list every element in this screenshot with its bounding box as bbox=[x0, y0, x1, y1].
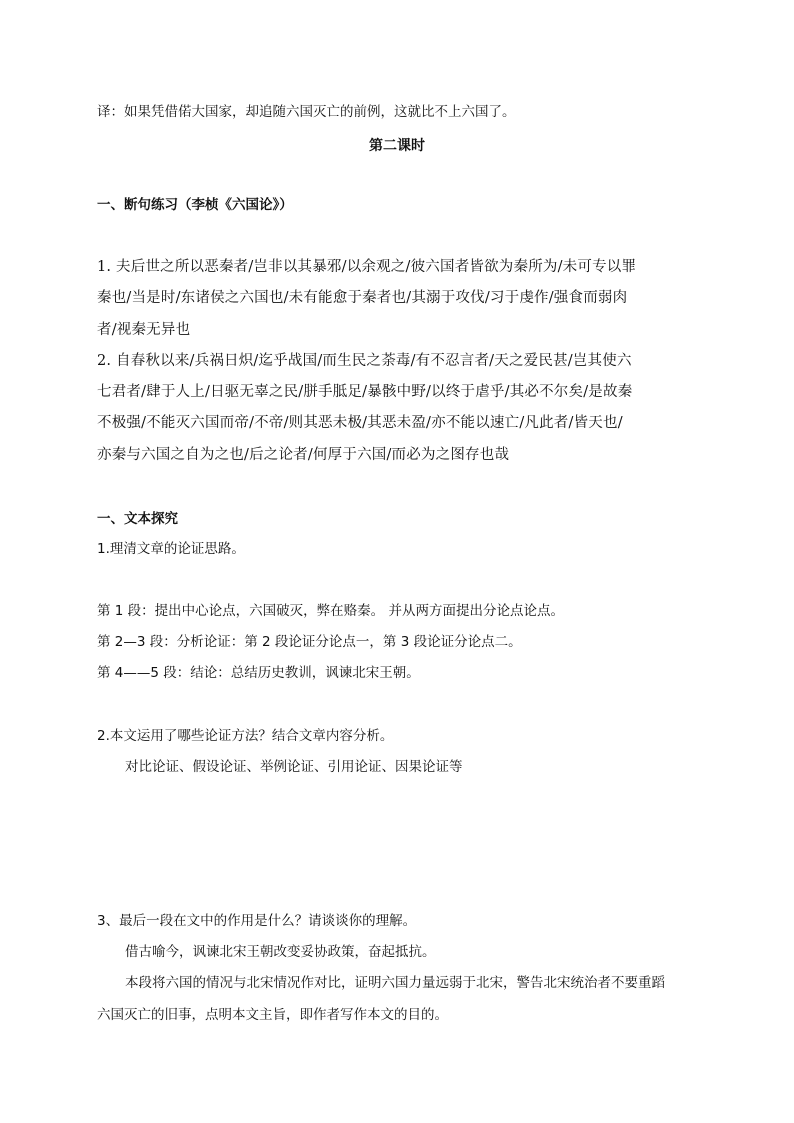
q3-answer-2-line-2: 六国灭亡的旧事，点明本文主旨，即作者写作本文的目的。 bbox=[97, 1007, 448, 1023]
q3-answer-2-line-1: 本段将六国的情况与北宋情况作对比，证明六国力量远弱于北宋，警告北宋统治者不要重蹈 bbox=[125, 975, 665, 991]
section1-heading: 一、断句练习（李桢《六国论》） bbox=[97, 197, 293, 213]
q1-answer-3: 第 4——5 段：结论：总结历史教训，讽谏北宋王朝。 bbox=[97, 665, 420, 681]
question-3: 3、最后一段在文中的作用是什么？请谈谈你的理解。 bbox=[97, 913, 417, 929]
question-2: 2.本文运用了哪些论证方法？结合文章内容分析。 bbox=[97, 728, 394, 744]
lesson-title: 第二课时 bbox=[369, 138, 425, 154]
exercise-1-line-1: 1. 夫后世之所以恶秦者/岂非以其暴邪/以余观之/彼六国者皆欲为秦所为/未可专以罪 bbox=[97, 259, 637, 275]
exercise-1-line-2: 秦也/当是时/东诸侯之六国也/未有能愈于秦者也/其溺于攻伐/习于虔作/强食而弱肉 bbox=[97, 290, 628, 306]
section2-heading: 一、文本探究 bbox=[97, 511, 178, 527]
q2-answer: 对比论证、假设论证、举例论证、引用论证、因果论证等 bbox=[125, 759, 463, 775]
exercise-2-line-2: 七君者/肆于人上/日驱无辜之民/胼手胝足/暴骸中野/以终于虐乎/其必不尔矣/是故秦 bbox=[97, 384, 633, 400]
q1-answer-2: 第 2—3 段：分析论证：第 2 段论证分论点一，第 3 段论证分论点二。 bbox=[97, 634, 522, 650]
exercise-2-line-3: 不极强/不能灭六国而帝/不帝/则其恶未极/其恶未盈/亦不能以速亡/凡此者/皆天也/ bbox=[97, 415, 623, 431]
exercise-1-line-3: 者/视秦无异也 bbox=[97, 322, 191, 338]
exercise-2-line-1: 2. 自春秋以来/兵祸日炽/迄乎战国/而生民之荼毒/有不忍言者/天之爱民甚/岂其使六 bbox=[97, 353, 632, 369]
q3-answer-1: 借古喻今，讽谏北宋王朝改变妥协政策，奋起抵抗。 bbox=[125, 944, 436, 960]
exercise-2-line-4: 亦秦与六国之自为之也/后之论者/何厚于六国/而必为之图存也哉 bbox=[97, 447, 510, 463]
question-1: 1.理清文章的论证思路。 bbox=[97, 541, 245, 557]
translation-line: 译：如果凭借偌大国家，却追随六国灭亡的前例，这就比不上六国了。 bbox=[97, 104, 516, 120]
q1-answer-1: 第 1 段：提出中心论点，六国破灭，弊在赂秦。 并从两方面提出分论点论点。 bbox=[97, 603, 564, 619]
